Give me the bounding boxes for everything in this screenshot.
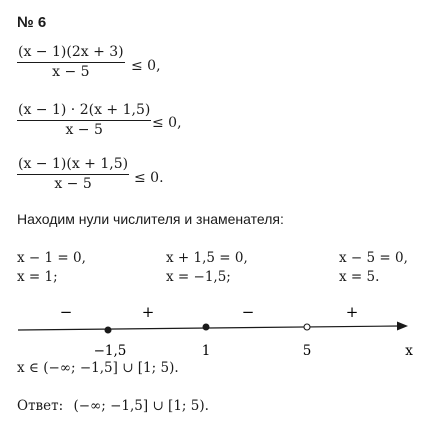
tick-label-1: −1,5 bbox=[93, 343, 127, 359]
fraction-bar bbox=[17, 62, 125, 63]
fraction-step-2 bbox=[17, 102, 151, 138]
numerator: (x − 1)(2x + 3) bbox=[18, 44, 124, 60]
point-filled-2 bbox=[203, 324, 209, 330]
zero-equation-2: x + 1,5 = 0, bbox=[166, 250, 248, 266]
point-filled-1 bbox=[105, 327, 111, 333]
zero-solution-2: x = −1,5; bbox=[166, 269, 231, 285]
sign-interval-3: − bbox=[241, 303, 255, 321]
axis-arrow-icon bbox=[397, 322, 408, 331]
denominator: x − 5 bbox=[54, 176, 92, 192]
solution-set: x ∈ (−∞; −1,5] ∪ [1; 5). bbox=[17, 360, 179, 376]
relation-step-1: ≤ 0, bbox=[131, 58, 161, 74]
fraction-step-3 bbox=[17, 156, 129, 192]
answer-label: Ответ: bbox=[17, 398, 64, 414]
axis-label: x bbox=[405, 343, 413, 359]
relation-step-2: ≤ 0, bbox=[152, 115, 182, 131]
numerator: (x − 1)(x + 1,5) bbox=[18, 156, 129, 172]
zero-equation-1: x − 1 = 0, bbox=[17, 250, 86, 266]
sign-interval-4: + bbox=[345, 303, 359, 321]
sign-interval-2: + bbox=[141, 303, 155, 321]
answer-value: (−∞; −1,5] ∪ [1; 5). bbox=[73, 398, 209, 414]
denominator: x − 5 bbox=[52, 64, 90, 80]
zeros-heading: Находим нули числителя и знаменателя: bbox=[17, 211, 284, 227]
relation-step-3: ≤ 0. bbox=[134, 170, 164, 186]
tick-label-3: 5 bbox=[302, 343, 312, 359]
sign-interval-1: − bbox=[59, 303, 73, 321]
zero-solution-1: x = 1; bbox=[17, 269, 58, 285]
numerator: (x − 1) · 2(x + 1,5) bbox=[18, 102, 151, 118]
zero-solution-3: x = 5. bbox=[339, 269, 380, 285]
tick-label-2: 1 bbox=[201, 343, 211, 359]
point-open-3 bbox=[304, 324, 310, 330]
answer-line bbox=[17, 398, 209, 414]
zero-equation-3: x − 5 = 0, bbox=[339, 250, 408, 266]
fraction-bar bbox=[17, 174, 129, 175]
fraction-step-1 bbox=[17, 44, 125, 80]
problem-number: № 6 bbox=[17, 14, 47, 31]
fraction-bar bbox=[17, 120, 151, 121]
number-line bbox=[0, 296, 435, 362]
denominator: x − 5 bbox=[65, 122, 103, 138]
